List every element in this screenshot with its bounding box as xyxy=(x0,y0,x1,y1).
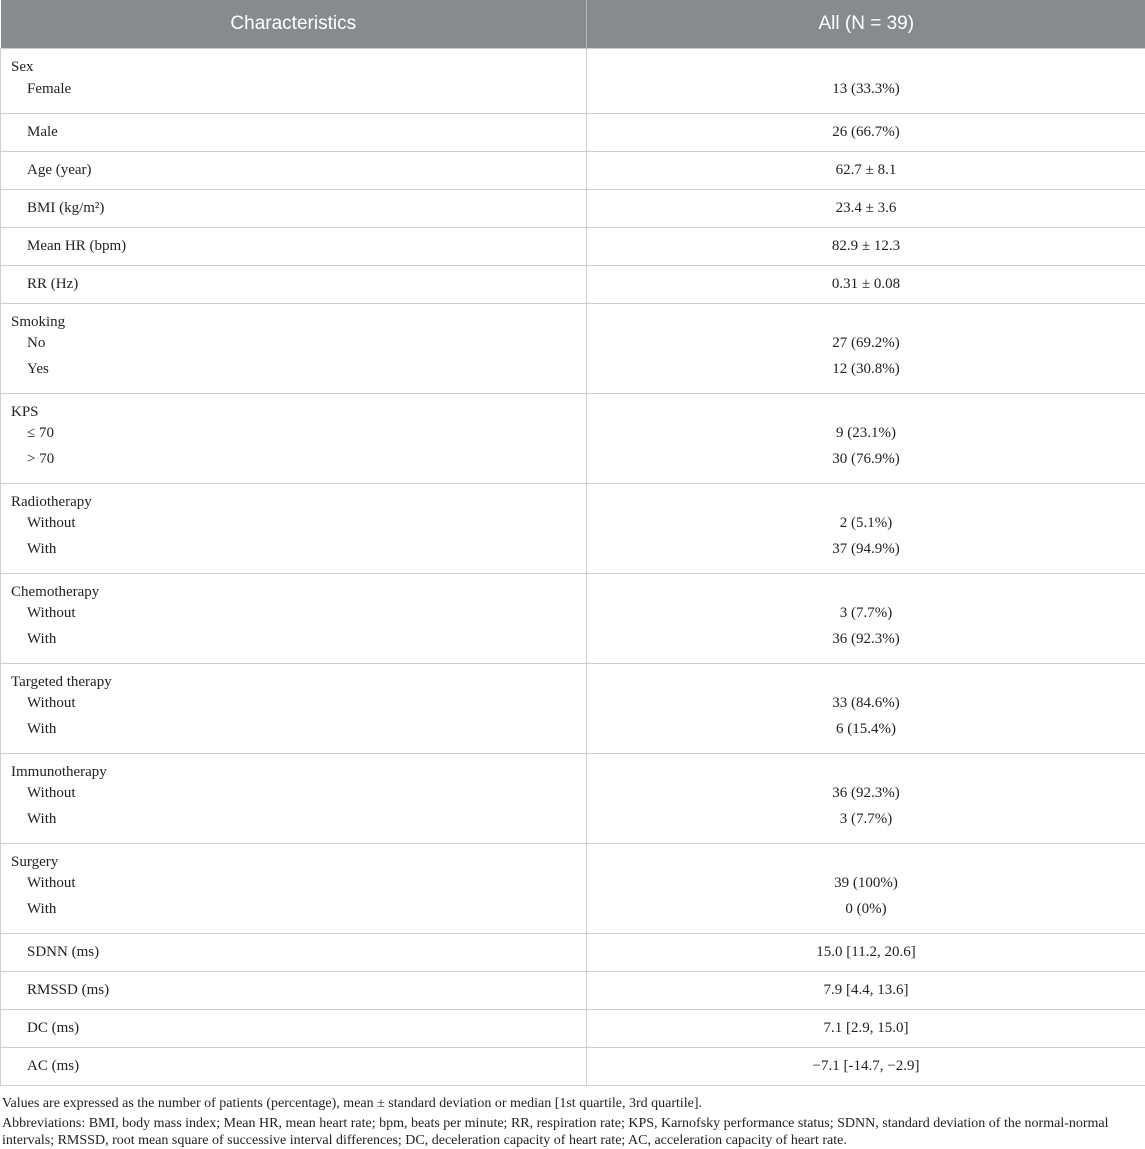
group-title-value-cell xyxy=(587,484,1145,511)
row-label: Without xyxy=(1,691,587,716)
row-label: RMSSD (ms) xyxy=(1,972,587,1010)
table-row xyxy=(1,228,1145,266)
row-value: 7.1 [2.9, 15.0] xyxy=(587,1010,1145,1048)
row-label: DC (ms) xyxy=(1,1010,587,1048)
row-label: With xyxy=(1,806,587,844)
row-label: SDNN (ms) xyxy=(1,934,587,972)
group-title: Targeted therapy xyxy=(1,664,587,691)
row-label: ≤ 70 xyxy=(1,421,587,446)
row-value: 26 (66.7%) xyxy=(587,114,1145,152)
row-label: AC (ms) xyxy=(1,1048,587,1086)
table-row xyxy=(1,356,1145,394)
group-header-row xyxy=(1,484,1145,511)
row-value: 39 (100%) xyxy=(587,871,1145,896)
row-label: Age (year) xyxy=(1,152,587,190)
table-row xyxy=(1,691,1145,716)
row-value: 0 (0%) xyxy=(587,896,1145,934)
group-title: KPS xyxy=(1,394,587,421)
group-header-row xyxy=(1,664,1145,691)
group-header-row xyxy=(1,304,1145,331)
group-title-value-cell xyxy=(587,49,1145,76)
header-all: All (N = 39) xyxy=(587,0,1145,49)
group-title: Smoking xyxy=(1,304,587,331)
table-row xyxy=(1,331,1145,356)
table-row xyxy=(1,781,1145,806)
group-header-row xyxy=(1,49,1145,76)
footnote-abbreviations: Abbreviations: BMI, body mass index; Mean HR, mean heart rate; bpm, beats per minute; RR, respiration rate; KPS, Karnofsky performance status; SDNN, standard deviation of the normal-normal intervals; RMSSD, root mean square of successive interval differences; DC, deceleration capacity of heart rate; AC, acceleration capacity of heart rate. xyxy=(2,1115,1141,1149)
row-value: 13 (33.3%) xyxy=(587,76,1145,114)
table-row xyxy=(1,716,1145,754)
group-title: Surgery xyxy=(1,844,587,871)
group-title: Chemotherapy xyxy=(1,574,587,601)
table-row xyxy=(1,152,1145,190)
row-value: 36 (92.3%) xyxy=(587,781,1145,806)
group-title-value-cell xyxy=(587,754,1145,781)
row-value: 27 (69.2%) xyxy=(587,331,1145,356)
table-row xyxy=(1,934,1145,972)
row-value: 0.31 ± 0.08 xyxy=(587,266,1145,304)
table-row xyxy=(1,190,1145,228)
row-value: 62.7 ± 8.1 xyxy=(587,152,1145,190)
group-title: Sex xyxy=(1,49,587,76)
row-label: Yes xyxy=(1,356,587,394)
group-header-row xyxy=(1,844,1145,871)
row-value: 7.9 [4.4, 13.6] xyxy=(587,972,1145,1010)
row-label: RR (Hz) xyxy=(1,266,587,304)
row-label: BMI (kg/m²) xyxy=(1,190,587,228)
group-title-value-cell xyxy=(587,664,1145,691)
row-value: 37 (94.9%) xyxy=(587,536,1145,574)
group-title: Radiotherapy xyxy=(1,484,587,511)
row-label: Mean HR (bpm) xyxy=(1,228,587,266)
row-value: 12 (30.8%) xyxy=(587,356,1145,394)
group-title-value-cell xyxy=(587,304,1145,331)
table-row xyxy=(1,446,1145,484)
group-header-row xyxy=(1,394,1145,421)
table-row xyxy=(1,871,1145,896)
table-row xyxy=(1,114,1145,152)
table-header xyxy=(1,0,1145,49)
table-row xyxy=(1,1010,1145,1048)
table-row xyxy=(1,1048,1145,1086)
row-label: Without xyxy=(1,511,587,536)
row-label: With xyxy=(1,896,587,934)
row-label: Without xyxy=(1,781,587,806)
group-title: Immunotherapy xyxy=(1,754,587,781)
group-header-row xyxy=(1,754,1145,781)
table-row xyxy=(1,806,1145,844)
table-footnotes xyxy=(0,1086,1145,1149)
row-value: 2 (5.1%) xyxy=(587,511,1145,536)
table-row xyxy=(1,266,1145,304)
row-value: 30 (76.9%) xyxy=(587,446,1145,484)
header-characteristics: Characteristics xyxy=(1,0,587,49)
table-row xyxy=(1,511,1145,536)
row-value: 33 (84.6%) xyxy=(587,691,1145,716)
row-value: 3 (7.7%) xyxy=(587,806,1145,844)
row-value: 6 (15.4%) xyxy=(587,716,1145,754)
row-value: 36 (92.3%) xyxy=(587,626,1145,664)
table-row xyxy=(1,601,1145,626)
row-value: 82.9 ± 12.3 xyxy=(587,228,1145,266)
group-title-value-cell xyxy=(587,394,1145,421)
row-value: 9 (23.1%) xyxy=(587,421,1145,446)
row-label: > 70 xyxy=(1,446,587,484)
table-row xyxy=(1,421,1145,446)
row-label: No xyxy=(1,331,587,356)
row-label: Male xyxy=(1,114,587,152)
row-value: 15.0 [11.2, 20.6] xyxy=(587,934,1145,972)
table-row xyxy=(1,896,1145,934)
row-label: Female xyxy=(1,76,587,114)
group-title-value-cell xyxy=(587,844,1145,871)
row-value: 23.4 ± 3.6 xyxy=(587,190,1145,228)
table-body xyxy=(1,49,1145,1086)
group-title-value-cell xyxy=(587,574,1145,601)
row-label: With xyxy=(1,626,587,664)
table-row xyxy=(1,626,1145,664)
row-value: −7.1 [-14.7, −2.9] xyxy=(587,1048,1145,1086)
row-label: Without xyxy=(1,601,587,626)
table-row xyxy=(1,76,1145,114)
row-label: With xyxy=(1,716,587,754)
table-row xyxy=(1,536,1145,574)
row-label: Without xyxy=(1,871,587,896)
footnote-values: Values are expressed as the number of patients (percentage), mean ± standard deviation or median [1st quartile, 3rd quartile]. xyxy=(2,1095,1141,1112)
row-label: With xyxy=(1,536,587,574)
table-row xyxy=(1,972,1145,1010)
group-header-row xyxy=(1,574,1145,601)
row-value: 3 (7.7%) xyxy=(587,601,1145,626)
